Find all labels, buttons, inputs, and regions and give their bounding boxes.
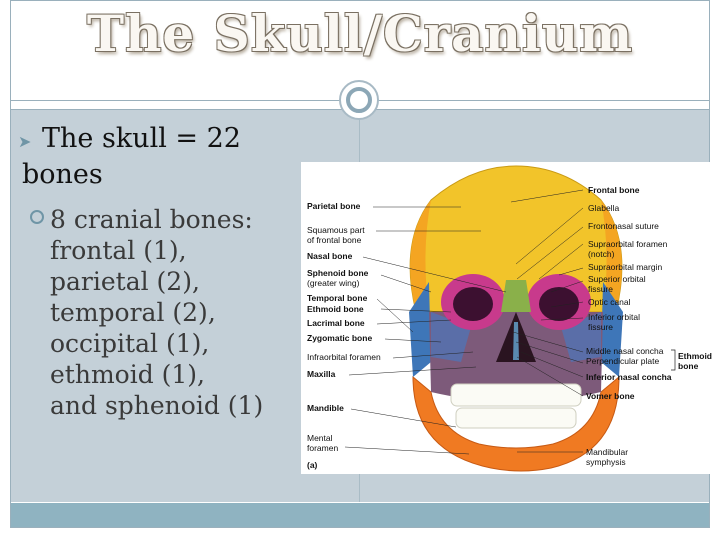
sub-bullet-line: frontal (1), xyxy=(50,236,187,265)
main-bullet xyxy=(18,121,322,193)
figure-label: symphysis xyxy=(586,457,626,467)
figure-label: Ethmoid bone xyxy=(307,304,364,314)
figure-label: Mandible xyxy=(307,403,344,413)
figure-label: Inferior orbital xyxy=(588,312,640,322)
figure-label: Lacrimal bone xyxy=(307,318,365,328)
figure-label: Maxilla xyxy=(307,369,336,379)
figure-label: Perpendicular plate xyxy=(586,356,660,366)
figure-label: (notch) xyxy=(588,249,615,259)
main-bullet-text: The skull = 22 bones xyxy=(22,123,241,190)
figure-label: Mental xyxy=(307,433,333,443)
figure-bracket-label: Ethmoid xyxy=(678,351,712,361)
figure-label: Supraorbital margin xyxy=(588,262,663,272)
figure-label: Glabella xyxy=(588,203,620,213)
figure-label: Squamous part xyxy=(307,225,365,235)
bullet-circle-icon xyxy=(30,210,44,224)
sub-bullet-line: ethmoid (1), xyxy=(50,360,206,389)
figure-label: Supraorbital foramen xyxy=(588,239,668,249)
sub-bullet-line: occipital (1), xyxy=(50,329,210,358)
figure-label: foramen xyxy=(307,443,339,453)
slide-title: The Skull/Cranium xyxy=(86,4,634,63)
figure-label: of frontal bone xyxy=(307,235,362,245)
sub-bullet-line: and sphenoid (1) xyxy=(50,391,264,420)
figure-label: Vomer bone xyxy=(586,391,635,401)
figure-label: Frontal bone xyxy=(588,185,640,195)
figure-label: Parietal bone xyxy=(307,201,361,211)
figure-label: Superior orbital xyxy=(588,274,646,284)
figure-label: Inferior nasal concha xyxy=(586,372,672,382)
figure-label: Middle nasal concha xyxy=(586,346,664,356)
figure-label: Nasal bone xyxy=(307,251,353,261)
figure-label: fissure xyxy=(588,284,614,294)
figure-label: Mandibular xyxy=(586,447,629,457)
sub-bullet-line: temporal (2), xyxy=(50,298,216,327)
skull-figure xyxy=(301,162,719,474)
figure-bracket-label: bone xyxy=(678,361,699,371)
figure-label: Optic canal xyxy=(588,297,631,307)
figure-label: fissure xyxy=(588,322,614,332)
bottom-bar xyxy=(11,503,709,527)
sub-bullet-line: 8 cranial bones: xyxy=(50,205,253,234)
sub-bullet xyxy=(30,204,340,421)
figure-label: (greater wing) xyxy=(307,278,360,288)
circle-ornament-icon xyxy=(339,80,379,120)
figure-label: (a) xyxy=(307,460,318,470)
figure-label: Temporal bone xyxy=(307,293,368,303)
figure-label: Frontonasal suture xyxy=(588,221,659,231)
figure-label: Infraorbital foramen xyxy=(307,352,381,362)
sub-bullet-line: parietal (2), xyxy=(50,267,200,296)
figure-label: Zygomatic bone xyxy=(307,333,373,343)
bullet-arrow-icon: ➤ xyxy=(18,132,32,151)
figure-label: Sphenoid bone xyxy=(307,268,369,278)
